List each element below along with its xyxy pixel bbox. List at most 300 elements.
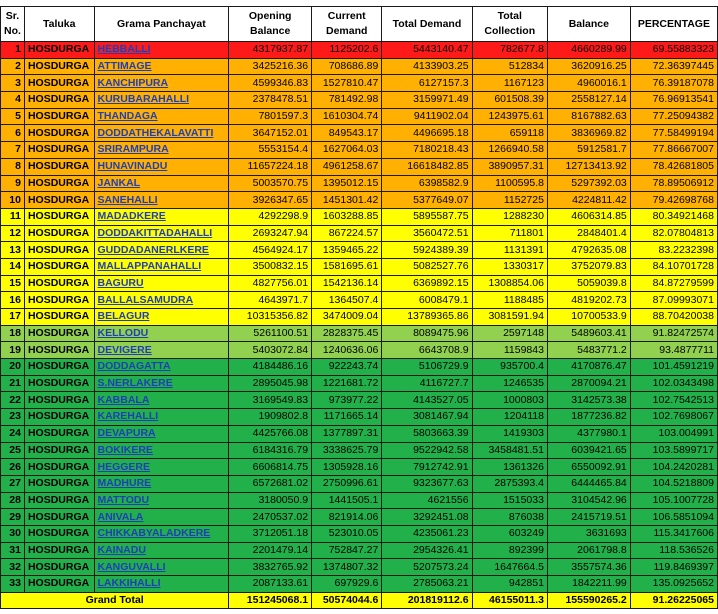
- percentage-cell: 80.34921468: [630, 208, 717, 225]
- grama-panchayat-link[interactable]: HEGGERE: [94, 459, 229, 476]
- sr-no-cell: 10: [1, 192, 25, 209]
- percentage-cell: 119.8469397: [630, 559, 717, 576]
- taluka-cell: HOSDURGA: [24, 442, 94, 459]
- sr-no-cell: 28: [1, 492, 25, 509]
- opening-balance-cell: 2693247.94: [229, 225, 312, 242]
- opening-balance-cell: 5553154.4: [229, 142, 312, 159]
- percentage-cell: 79.42698768: [630, 192, 717, 209]
- balance-cell: 2415719.51: [547, 509, 630, 526]
- grama-panchayat-link[interactable]: GUDDADANERLKERE: [94, 242, 229, 259]
- total-demand-cell: 3292451.08: [382, 509, 472, 526]
- taluka-cell: HOSDURGA: [24, 559, 94, 576]
- header-current-demand: Current Demand: [312, 7, 382, 42]
- total-demand-cell: 5803663.39: [382, 425, 472, 442]
- total-demand-cell: 3159971.49: [382, 92, 472, 109]
- opening-balance-cell: 3832765.92: [229, 559, 312, 576]
- table-row: [1, 125, 718, 142]
- grama-panchayat-link[interactable]: HUNAVINADU: [94, 158, 229, 175]
- balance-cell: 10700533.9: [547, 309, 630, 326]
- balance-cell: 4170876.47: [547, 359, 630, 376]
- opening-balance-cell: 5261100.51: [229, 325, 312, 342]
- percentage-cell: 69.55883323: [630, 42, 717, 59]
- sr-no-cell: 16: [1, 292, 25, 309]
- opening-balance-cell: 1909802.8: [229, 409, 312, 426]
- total-collection-cell: 1243975.61: [472, 108, 547, 125]
- grama-panchayat-link[interactable]: DODDAGATTA: [94, 359, 229, 376]
- current-demand-cell: 2750996.61: [312, 475, 382, 492]
- sr-no-cell: 2: [1, 58, 25, 75]
- total-demand-cell: 7912742.91: [382, 459, 472, 476]
- total-collection-cell: 892399: [472, 542, 547, 559]
- header-total-collection: Total Collection: [472, 7, 547, 42]
- table-row: [1, 75, 718, 92]
- sr-no-cell: 21: [1, 375, 25, 392]
- current-demand-cell: 821914.06: [312, 509, 382, 526]
- current-demand-cell: 1610304.74: [312, 108, 382, 125]
- grama-panchayat-link[interactable]: LAKKIHALLI: [94, 576, 229, 593]
- total-demand-cell: 3081467.94: [382, 409, 472, 426]
- opening-balance-cell: 3169549.83: [229, 392, 312, 409]
- opening-balance-cell: 4827756.01: [229, 275, 312, 292]
- total-collection-cell: 1188485: [472, 292, 547, 309]
- header-grama-panchayat: Grama Panchayat: [94, 7, 229, 42]
- total-demand-cell: 9411902.04: [382, 108, 472, 125]
- opening-balance-cell: 5003570.75: [229, 175, 312, 192]
- table-row: [1, 559, 718, 576]
- grama-panchayat-link[interactable]: DODDAKITTADAHALLI: [94, 225, 229, 242]
- table-row: [1, 425, 718, 442]
- percentage-cell: 82.07804813: [630, 225, 717, 242]
- sr-no-cell: 25: [1, 442, 25, 459]
- current-demand-cell: 697929.6: [312, 576, 382, 593]
- grama-panchayat-link[interactable]: DEVAPURA: [94, 425, 229, 442]
- header-opening-balance: Opening Balance: [229, 7, 312, 42]
- taluka-cell: HOSDURGA: [24, 325, 94, 342]
- total-demand-cell: 5895587.75: [382, 208, 472, 225]
- table-row: [1, 359, 718, 376]
- grama-panchayat-link[interactable]: BALLALSAMUDRA: [94, 292, 229, 309]
- current-demand-cell: 752847.27: [312, 542, 382, 559]
- header-percentage: PERCENTAGE: [630, 7, 717, 42]
- total-collection-cell: 1515033: [472, 492, 547, 509]
- percentage-cell: 118.536526: [630, 542, 717, 559]
- table-row: [1, 58, 718, 75]
- taluka-cell: HOSDURGA: [24, 459, 94, 476]
- grama-panchayat-link[interactable]: JANKAL: [94, 175, 229, 192]
- current-demand-cell: 1395012.15: [312, 175, 382, 192]
- sr-no-cell: 26: [1, 459, 25, 476]
- taluka-cell: HOSDURGA: [24, 58, 94, 75]
- current-demand-cell: 1451301.42: [312, 192, 382, 209]
- total-demand-cell: 5106729.9: [382, 359, 472, 376]
- current-demand-cell: 4961258.67: [312, 158, 382, 175]
- sr-no-cell: 14: [1, 258, 25, 275]
- total-collection-cell: 2597148: [472, 325, 547, 342]
- current-demand-cell: 1542136.14: [312, 275, 382, 292]
- total-demand-cell: 7180218.43: [382, 142, 472, 159]
- total-demand-cell: 4235061.23: [382, 525, 472, 542]
- total-total-demand: 201819112.6: [382, 592, 472, 609]
- header-balance: Balance: [547, 7, 630, 42]
- balance-cell: 4819202.73: [547, 292, 630, 309]
- total-demand-cell: 2785063.21: [382, 576, 472, 593]
- grama-panchayat-link[interactable]: MATTODU: [94, 492, 229, 509]
- sr-no-cell: 17: [1, 309, 25, 326]
- total-collection-cell: 3458481.51: [472, 442, 547, 459]
- balance-cell: 8167882.63: [547, 108, 630, 125]
- table-row: [1, 242, 718, 259]
- current-demand-cell: 867224.57: [312, 225, 382, 242]
- percentage-cell: 78.89506912: [630, 175, 717, 192]
- grama-panchayat-link[interactable]: KAREHALLI: [94, 409, 229, 426]
- grama-panchayat-link[interactable]: MADADKERE: [94, 208, 229, 225]
- current-demand-cell: 1171665.14: [312, 409, 382, 426]
- taluka-cell: HOSDURGA: [24, 208, 94, 225]
- total-collection-cell: 711801: [472, 225, 547, 242]
- current-demand-cell: 523010.05: [312, 525, 382, 542]
- total-demand-cell: 6643708.9: [382, 342, 472, 359]
- percentage-cell: 77.86667007: [630, 142, 717, 159]
- current-demand-cell: 1377897.31: [312, 425, 382, 442]
- total-collection-cell: 782677.8: [472, 42, 547, 59]
- percentage-cell: 102.0343498: [630, 375, 717, 392]
- total-demand-cell: 4496695.18: [382, 125, 472, 142]
- current-demand-cell: 922243.74: [312, 359, 382, 376]
- table-row: [1, 576, 718, 593]
- balance-cell: 1842211.99: [547, 576, 630, 593]
- header-sr-no: Sr. No.: [1, 7, 25, 42]
- opening-balance-cell: 5403072.84: [229, 342, 312, 359]
- taluka-cell: HOSDURGA: [24, 192, 94, 209]
- balance-cell: 5912581.7: [547, 142, 630, 159]
- balance-cell: 4960016.1: [547, 75, 630, 92]
- total-collection-cell: 876038: [472, 509, 547, 526]
- taluka-cell: HOSDURGA: [24, 542, 94, 559]
- percentage-cell: 135.0925652: [630, 576, 717, 593]
- current-demand-cell: 1627064.03: [312, 142, 382, 159]
- taluka-cell: HOSDURGA: [24, 492, 94, 509]
- table-row: [1, 309, 718, 326]
- total-demand-cell: 6369892.15: [382, 275, 472, 292]
- current-demand-cell: 1240636.06: [312, 342, 382, 359]
- opening-balance-cell: 11657224.18: [229, 158, 312, 175]
- percentage-cell: 93.4877711: [630, 342, 717, 359]
- opening-balance-cell: 2201479.14: [229, 542, 312, 559]
- header-row: [1, 7, 718, 42]
- opening-balance-cell: 4425766.08: [229, 425, 312, 442]
- table-row: [1, 292, 718, 309]
- total-collection-cell: 1288230: [472, 208, 547, 225]
- table-row: [1, 192, 718, 209]
- balance-cell: 12713413.92: [547, 158, 630, 175]
- current-demand-cell: 3338625.79: [312, 442, 382, 459]
- taluka-cell: HOSDURGA: [24, 142, 94, 159]
- balance-cell: 5483771.2: [547, 342, 630, 359]
- sr-no-cell: 33: [1, 576, 25, 593]
- grama-panchayat-link[interactable]: BAGURU: [94, 275, 229, 292]
- opening-balance-cell: 4292298.9: [229, 208, 312, 225]
- balance-cell: 3752079.83: [547, 258, 630, 275]
- percentage-cell: 102.7542513: [630, 392, 717, 409]
- opening-balance-cell: 10315356.82: [229, 309, 312, 326]
- grama-panchayat-link[interactable]: KELLODU: [94, 325, 229, 342]
- total-demand-cell: 8089475.96: [382, 325, 472, 342]
- opening-balance-cell: 3712051.18: [229, 525, 312, 542]
- percentage-cell: 101.4591219: [630, 359, 717, 376]
- taluka-cell: HOSDURGA: [24, 309, 94, 326]
- taluka-cell: HOSDURGA: [24, 242, 94, 259]
- sr-no-cell: 24: [1, 425, 25, 442]
- opening-balance-cell: 3500832.15: [229, 258, 312, 275]
- total-collection-cell: 1647664.5: [472, 559, 547, 576]
- sr-no-cell: 15: [1, 275, 25, 292]
- table-row: [1, 275, 718, 292]
- sr-no-cell: 32: [1, 559, 25, 576]
- total-collection-cell: 3890957.31: [472, 158, 547, 175]
- opening-balance-cell: 3647152.01: [229, 125, 312, 142]
- table-row: [1, 325, 718, 342]
- taluka-cell: HOSDURGA: [24, 158, 94, 175]
- opening-balance-cell: 4184486.16: [229, 359, 312, 376]
- opening-balance-cell: 3425216.36: [229, 58, 312, 75]
- grama-panchayat-link[interactable]: DODDATHEKALAVATTI: [94, 125, 229, 142]
- sr-no-cell: 18: [1, 325, 25, 342]
- total-collection-cell: 1246535: [472, 375, 547, 392]
- balance-cell: 1877236.82: [547, 409, 630, 426]
- percentage-cell: 83.2232398: [630, 242, 717, 259]
- sr-no-cell: 27: [1, 475, 25, 492]
- grama-panchayat-link[interactable]: KABBALA: [94, 392, 229, 409]
- total-demand-cell: 5207573.24: [382, 559, 472, 576]
- total-collection-cell: 2875393.4: [472, 475, 547, 492]
- balance-cell: 2848401.4: [547, 225, 630, 242]
- grama-panchayat-link[interactable]: ANIVALA: [94, 509, 229, 526]
- total-collection-cell: 1152725: [472, 192, 547, 209]
- percentage-cell: 88.70420038: [630, 309, 717, 326]
- table-row: [1, 175, 718, 192]
- total-demand-cell: 5924389.39: [382, 242, 472, 259]
- balance-cell: 3104542.96: [547, 492, 630, 509]
- total-collection-cell: 3081591.94: [472, 309, 547, 326]
- balance-cell: 4660289.99: [547, 42, 630, 59]
- total-current-demand: 50574044.6: [312, 592, 382, 609]
- balance-cell: 3631693: [547, 525, 630, 542]
- table-row: [1, 542, 718, 559]
- total-total-collection: 46155011.3: [472, 592, 547, 609]
- total-demand-cell: 9323677.63: [382, 475, 472, 492]
- sr-no-cell: 1: [1, 42, 25, 59]
- grama-panchayat-link[interactable]: KAINADU: [94, 542, 229, 559]
- total-demand-cell: 5443140.47: [382, 42, 472, 59]
- taluka-cell: HOSDURGA: [24, 292, 94, 309]
- total-collection-cell: 942851: [472, 576, 547, 593]
- opening-balance-cell: 4564924.17: [229, 242, 312, 259]
- table-row: [1, 225, 718, 242]
- total-demand-cell: 9522942.58: [382, 442, 472, 459]
- current-demand-cell: 781492.98: [312, 92, 382, 109]
- sr-no-cell: 7: [1, 142, 25, 159]
- taluka-cell: HOSDURGA: [24, 225, 94, 242]
- balance-cell: 3557574.36: [547, 559, 630, 576]
- table-row: [1, 459, 718, 476]
- grama-panchayat-link[interactable]: BOKIKERE: [94, 442, 229, 459]
- opening-balance-cell: 4599346.83: [229, 75, 312, 92]
- current-demand-cell: 1125202.6: [312, 42, 382, 59]
- percentage-cell: 103.004991: [630, 425, 717, 442]
- total-demand-cell: 3560472.51: [382, 225, 472, 242]
- total-collection-cell: 1100595.8: [472, 175, 547, 192]
- opening-balance-cell: 2087133.61: [229, 576, 312, 593]
- grama-panchayat-link[interactable]: BELAGUR: [94, 309, 229, 326]
- grama-panchayat-link[interactable]: DEVIGERE: [94, 342, 229, 359]
- opening-balance-cell: 2470537.02: [229, 509, 312, 526]
- percentage-cell: 102.7698067: [630, 409, 717, 426]
- sr-no-cell: 31: [1, 542, 25, 559]
- total-collection-cell: 603249: [472, 525, 547, 542]
- current-demand-cell: 1581695.61: [312, 258, 382, 275]
- total-collection-cell: 1204118: [472, 409, 547, 426]
- balance-cell: 3836969.82: [547, 125, 630, 142]
- percentage-cell: 72.36397445: [630, 58, 717, 75]
- opening-balance-cell: 3926347.65: [229, 192, 312, 209]
- table-row: [1, 342, 718, 359]
- table-row: [1, 375, 718, 392]
- taluka-cell: HOSDURGA: [24, 175, 94, 192]
- table-row: [1, 442, 718, 459]
- table-row: [1, 392, 718, 409]
- taluka-cell: HOSDURGA: [24, 42, 94, 59]
- percentage-cell: 104.2420281: [630, 459, 717, 476]
- total-demand-cell: 5082527.76: [382, 258, 472, 275]
- grama-panchayat-link[interactable]: THANDAGA: [94, 108, 229, 125]
- grama-panchayat-link[interactable]: KANCHIPURA: [94, 75, 229, 92]
- table-row: [1, 108, 718, 125]
- balance-cell: 4606314.85: [547, 208, 630, 225]
- current-demand-cell: 1441505.1: [312, 492, 382, 509]
- grama-panchayat-link[interactable]: KURUBARAHALLI: [94, 92, 229, 109]
- total-collection-cell: 1266940.58: [472, 142, 547, 159]
- current-demand-cell: 1603288.85: [312, 208, 382, 225]
- taluka-cell: HOSDURGA: [24, 576, 94, 593]
- total-collection-cell: 1159843: [472, 342, 547, 359]
- balance-cell: 5059039.8: [547, 275, 630, 292]
- total-demand-cell: 4133903.25: [382, 58, 472, 75]
- table-row: [1, 409, 718, 426]
- current-demand-cell: 1221681.72: [312, 375, 382, 392]
- total-demand-cell: 2954326.41: [382, 542, 472, 559]
- grama-panchayat-link[interactable]: SANEHALLI: [94, 192, 229, 209]
- sr-no-cell: 30: [1, 525, 25, 542]
- grama-panchayat-link[interactable]: ATTIMAGE: [94, 58, 229, 75]
- header-taluka: Taluka: [24, 7, 94, 42]
- opening-balance-cell: 3180050.9: [229, 492, 312, 509]
- table-row: [1, 258, 718, 275]
- opening-balance-cell: 4643971.7: [229, 292, 312, 309]
- percentage-cell: 84.87279599: [630, 275, 717, 292]
- current-demand-cell: 973977.22: [312, 392, 382, 409]
- balance-cell: 3142573.38: [547, 392, 630, 409]
- taluka-cell: HOSDURGA: [24, 509, 94, 526]
- total-demand-cell: 13789365.86: [382, 309, 472, 326]
- grama-panchayat-link[interactable]: SRIRAMPURA: [94, 142, 229, 159]
- gp-demand-collection-table: [0, 6, 718, 609]
- current-demand-cell: 1359465.22: [312, 242, 382, 259]
- sr-no-cell: 19: [1, 342, 25, 359]
- table-row: [1, 158, 718, 175]
- taluka-cell: HOSDURGA: [24, 258, 94, 275]
- total-percentage: 91.26225065: [630, 592, 717, 609]
- taluka-cell: HOSDURGA: [24, 342, 94, 359]
- table-row: [1, 92, 718, 109]
- sr-no-cell: 4: [1, 92, 25, 109]
- taluka-cell: HOSDURGA: [24, 108, 94, 125]
- percentage-cell: 77.58499194: [630, 125, 717, 142]
- total-demand-cell: 6127157.3: [382, 75, 472, 92]
- total-collection-cell: 1361326: [472, 459, 547, 476]
- balance-cell: 2558127.14: [547, 92, 630, 109]
- taluka-cell: HOSDURGA: [24, 125, 94, 142]
- grama-panchayat-link[interactable]: MADHURE: [94, 475, 229, 492]
- total-opening-balance: 151245068.1: [229, 592, 312, 609]
- total-collection-cell: 935700.4: [472, 359, 547, 376]
- total-demand-cell: 4116727.7: [382, 375, 472, 392]
- total-collection-cell: 1000803: [472, 392, 547, 409]
- grama-panchayat-link[interactable]: MALLAPPANAHALLI: [94, 258, 229, 275]
- taluka-cell: HOSDURGA: [24, 425, 94, 442]
- total-collection-cell: 1330317: [472, 258, 547, 275]
- balance-cell: 6039421.65: [547, 442, 630, 459]
- percentage-cell: 91.82472574: [630, 325, 717, 342]
- taluka-cell: HOSDURGA: [24, 525, 94, 542]
- balance-cell: 6444465.84: [547, 475, 630, 492]
- table-row: [1, 142, 718, 159]
- balance-cell: 6550092.91: [547, 459, 630, 476]
- grama-panchayat-link[interactable]: KANGUVALLI: [94, 559, 229, 576]
- opening-balance-cell: 7801597.3: [229, 108, 312, 125]
- grama-panchayat-link[interactable]: S.NERLAKERE: [94, 375, 229, 392]
- total-demand-cell: 5377649.07: [382, 192, 472, 209]
- total-balance: 155590265.2: [547, 592, 630, 609]
- opening-balance-cell: 6184316.79: [229, 442, 312, 459]
- sr-no-cell: 22: [1, 392, 25, 409]
- sr-no-cell: 6: [1, 125, 25, 142]
- percentage-cell: 106.5851094: [630, 509, 717, 526]
- grama-panchayat-link[interactable]: HEBBALLI: [94, 42, 229, 59]
- table-body: [1, 42, 718, 593]
- current-demand-cell: 1527810.47: [312, 75, 382, 92]
- taluka-cell: HOSDURGA: [24, 375, 94, 392]
- grama-panchayat-link[interactable]: CHIKKABYALADKERE: [94, 525, 229, 542]
- opening-balance-cell: 4317937.87: [229, 42, 312, 59]
- percentage-cell: 105.1007728: [630, 492, 717, 509]
- opening-balance-cell: 6606814.75: [229, 459, 312, 476]
- total-demand-cell: 6398582.9: [382, 175, 472, 192]
- percentage-cell: 76.96913541: [630, 92, 717, 109]
- percentage-cell: 84.10701728: [630, 258, 717, 275]
- opening-balance-cell: 2895045.98: [229, 375, 312, 392]
- percentage-cell: 87.09993071: [630, 292, 717, 309]
- total-collection-cell: 1167123: [472, 75, 547, 92]
- sr-no-cell: 9: [1, 175, 25, 192]
- grand-total-label: Grand Total: [1, 592, 229, 609]
- total-collection-cell: 1419303: [472, 425, 547, 442]
- sr-no-cell: 5: [1, 108, 25, 125]
- sr-no-cell: 8: [1, 158, 25, 175]
- taluka-cell: HOSDURGA: [24, 92, 94, 109]
- balance-cell: 4792635.08: [547, 242, 630, 259]
- balance-cell: 5489603.41: [547, 325, 630, 342]
- sr-no-cell: 12: [1, 225, 25, 242]
